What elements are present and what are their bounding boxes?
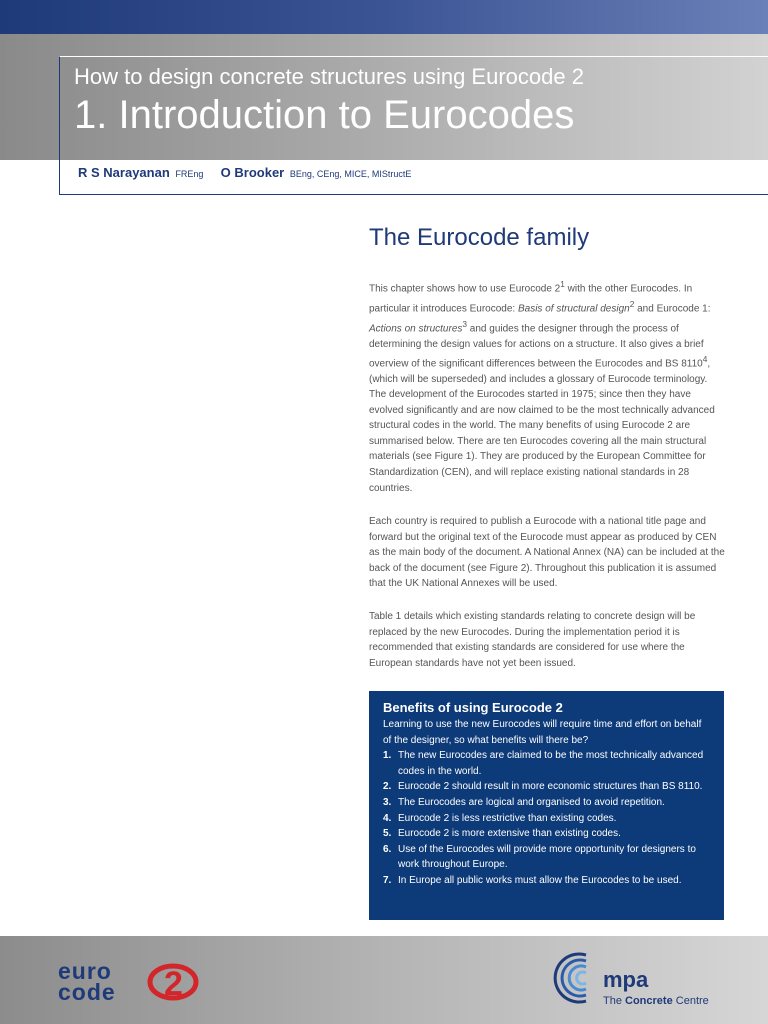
p1-seg: with the other Eurocodes. In particular it introduces Eurocode: bbox=[369, 283, 693, 315]
benefit-item bbox=[383, 873, 710, 889]
benefit-item bbox=[383, 811, 710, 827]
paragraph-table-reference: Table 1 details which existing standards relating to concrete design will be replaced by the new Eurocodes. During the implementation period it is recommended that existing standards are considered for use where the European standards have not yet been issued. bbox=[369, 611, 696, 669]
p1-italic: Basis of structural design bbox=[517, 303, 630, 315]
eurocode-logo-digit: 2 bbox=[164, 965, 183, 1002]
benefit-number: 2. bbox=[383, 781, 392, 793]
footnote-ref: 1 bbox=[560, 279, 565, 289]
mpa-logo-subtitle: The Concrete Centre bbox=[603, 995, 709, 1007]
eurocode-logo bbox=[58, 960, 200, 1002]
benefit-item bbox=[383, 842, 710, 873]
benefit-text: The Eurocodes are logical and organised to avoid repetition. bbox=[398, 796, 665, 808]
paragraph-intro bbox=[369, 277, 725, 388]
p1-seg: This chapter shows how to use Eurocode 2 bbox=[369, 283, 561, 295]
authors-line bbox=[78, 165, 411, 180]
p1-seg: and guides the designer through the process of determining the design values for actions on a structure. It also gives a brief overview of the significant differences between the Eurocodes and BS 8110 bbox=[369, 323, 704, 370]
benefits-list bbox=[383, 748, 710, 888]
benefits-box bbox=[369, 691, 724, 920]
benefit-number: 3. bbox=[383, 796, 392, 808]
benefit-item bbox=[383, 826, 710, 842]
footnote-ref: 4 bbox=[702, 354, 708, 365]
top-band bbox=[0, 0, 768, 34]
p1-seg: and Eurocode 1: bbox=[634, 303, 711, 315]
benefit-number: 5. bbox=[383, 828, 392, 840]
benefit-item bbox=[383, 779, 710, 795]
benefit-item bbox=[383, 748, 710, 779]
benefit-number: 7. bbox=[383, 874, 392, 886]
benefit-number: 1. bbox=[383, 750, 392, 762]
benefit-text: In Europe all public works must allow the Eurocodes to be used. bbox=[398, 874, 682, 886]
benefits-title: Benefits of using Eurocode 2 bbox=[383, 700, 563, 715]
benefit-item bbox=[383, 795, 710, 811]
footnote-ref: 2 bbox=[629, 298, 635, 309]
author-name-2: O Brooker bbox=[220, 165, 285, 180]
author-name-1: R S Narayanan bbox=[78, 165, 170, 180]
eurocode-logo-line1: euro bbox=[58, 960, 112, 984]
page-title: 1. Introduction to Eurocodes bbox=[74, 93, 575, 137]
benefit-text: Eurocode 2 is less restrictive than existing codes. bbox=[398, 812, 617, 824]
section-heading: The Eurocode family bbox=[369, 224, 590, 251]
document-subtitle: How to design concrete structures using Eurocode 2 bbox=[74, 64, 584, 89]
benefit-number: 6. bbox=[383, 843, 392, 855]
benefit-text: Eurocode 2 is more extensive than existing codes. bbox=[398, 828, 621, 840]
benefit-number: 4. bbox=[383, 812, 392, 824]
p1-italic: Actions on structures bbox=[369, 323, 463, 335]
footnote-ref: 3 bbox=[462, 318, 468, 329]
mpa-logo-text: mpa bbox=[603, 967, 649, 992]
author-credentials-2: BEng, CEng, MICE, MIStructE bbox=[289, 169, 412, 179]
eurocode-logo-line2: code bbox=[58, 979, 116, 1002]
p1-seg: , (which will be superseded) and includes a glossary of Eurocode terminology. bbox=[369, 358, 711, 386]
author-credentials-1: FREng bbox=[175, 169, 204, 179]
paragraph-national-annex: Each country is required to publish a Eurocode with a national title page and forward but the original text of the Eurocode must appear as produced by CEN as the main body of the document. A National Annex (NA) can be included at the back of the document (see Figure 2). Throughout this publication it is assumed that the UK National Annexes will be used. bbox=[369, 516, 725, 590]
benefit-text: Eurocode 2 should result in more economic structures than BS 8110. bbox=[398, 781, 703, 793]
benefit-text: The new Eurocodes are claimed to be the most technically advanced codes in the world. bbox=[398, 750, 704, 777]
benefit-text: Use of the Eurocodes will provide more opportunity for designers to work throughout Europe. bbox=[398, 843, 696, 871]
mpa-logo-icon bbox=[546, 952, 610, 1004]
paragraph-development: The development of the Eurocodes started in 1975; since then they have evolved significantly and are now claimed to be the most technically advanced structural codes in the world. The many benefits of using Eurocode 2 are summarised below. There are ten Eurocodes covering all the main structural materials (see Figure 1). They are produced by the European Committee for Standardization (CEN), and will replace existing national standards in 28 countries. bbox=[369, 389, 715, 494]
benefits-intro: Learning to use the new Eurocodes will require time and effort on behalf of the designer, so what benefits will there be? bbox=[383, 719, 702, 746]
